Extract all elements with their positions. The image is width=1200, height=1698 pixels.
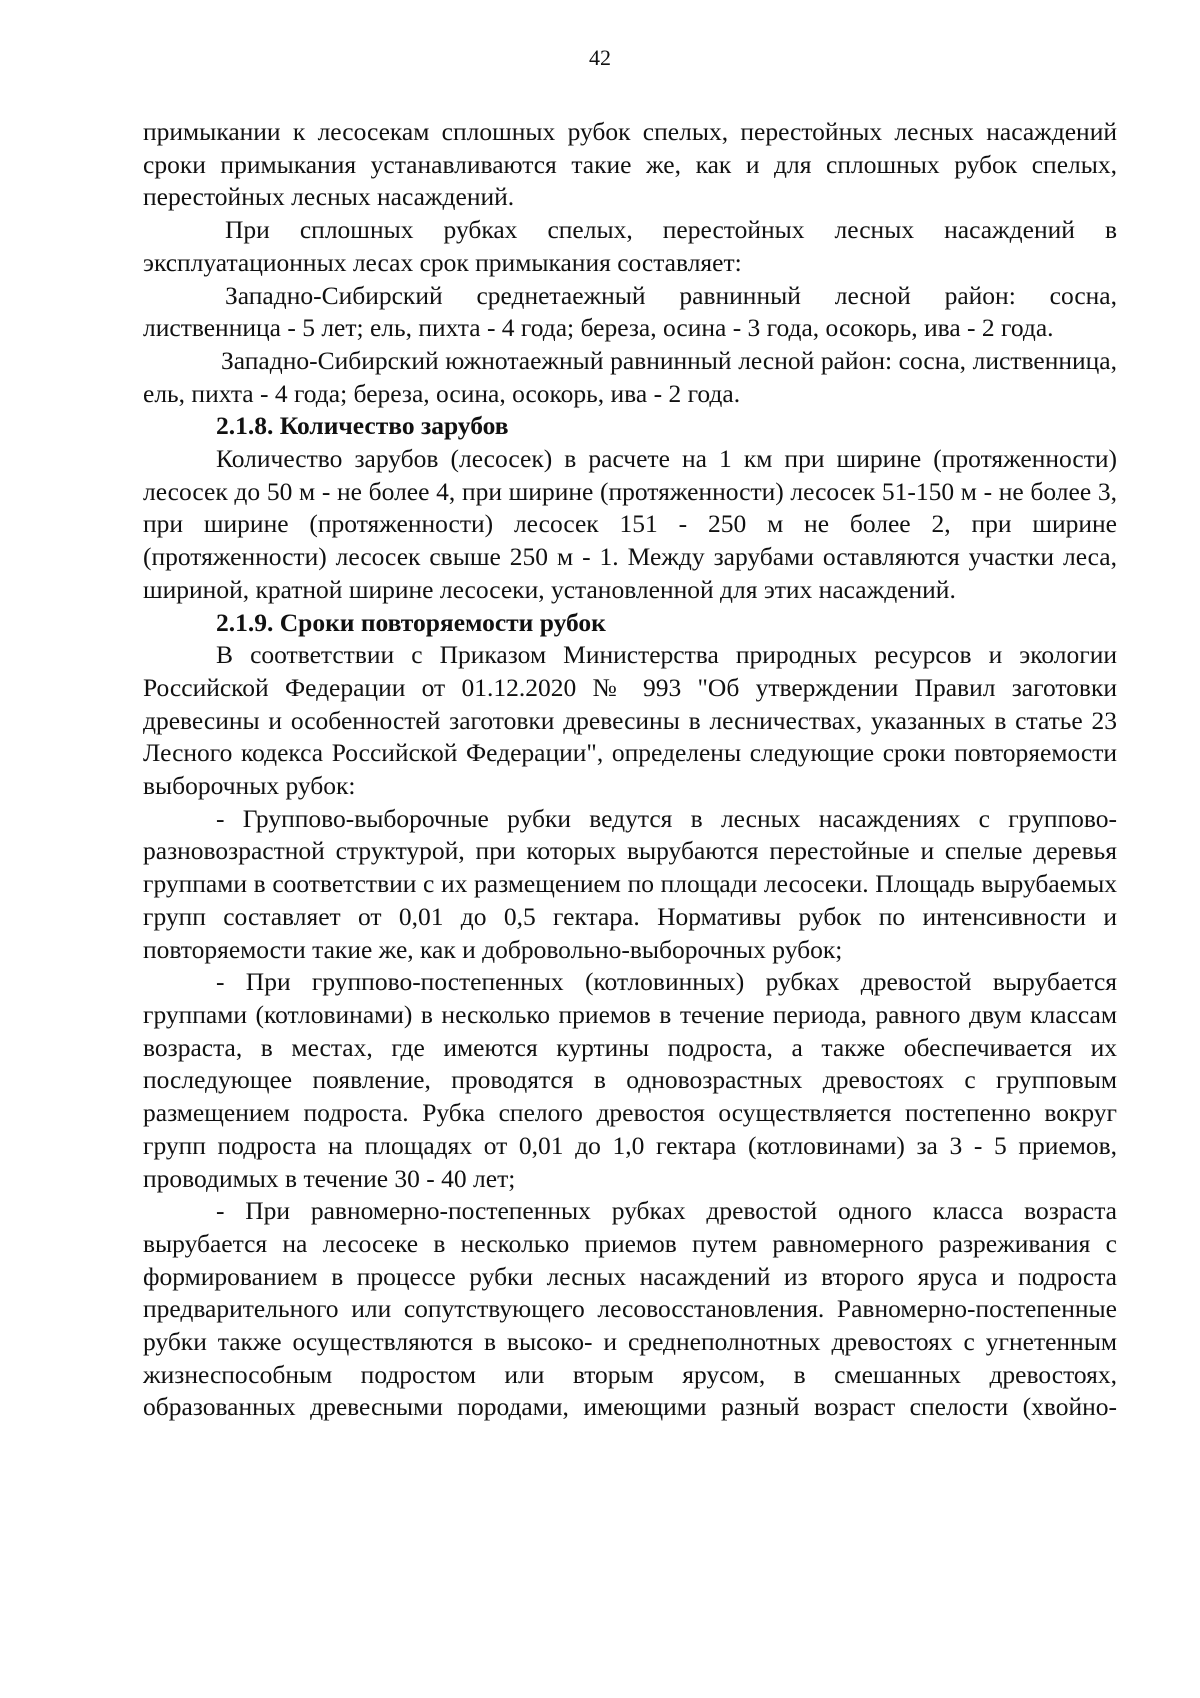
document-body	[143, 116, 1117, 1424]
paragraph-middle-taiga-region: Западно-Сибирский среднетаежный равнинный лесной район: сосна, лиственница - 5 лет; ель, пихта - 4 года; береза, осина - 3 года, осокорь, ива - 2 года.	[143, 280, 1117, 343]
paragraph-ministry-order: В соответствии с Приказом Министерства природных ресурсов и экологии Российской Федерации от 01.12.2020 № 993 "Об утверждении Правил заготовки древесины и особенностей заготовки древесины в лесничествах, указанных в статье 23 Лесного кодекса Российской Федерации", определены следующие сроки повторяемости выборочных рубок:	[143, 640, 1117, 801]
paragraph-southern-taiga-region: Западно-Сибирский южнотаежный равнинный лесной район: сосна, лиственница, ель, пихта - 4 года; береза, осина, осокорь, ива - 2 года.	[143, 345, 1117, 408]
section-heading-number-of-cuts: 2.1.8. Количество зарубов	[216, 411, 509, 441]
paragraph-continuation: примыкании к лесосекам сплошных рубок спелых, перестойных лесных насаждений сроки примыкания устанавливаются такие же, как и для сплошных рубок спелых, перестойных лесных насаждений.	[143, 117, 1117, 212]
paragraph-number-of-cuts: Количество зарубов (лесосек) в расчете на 1 км при ширине (протяженности) лесосек до 50 м - не более 4, при ширине (протяженности) лесосек 51-150 м - не более 3, при ширине (протяженности) лесосек 151 - 250 м не более 2, при ширине (протяженности) лесосек свыше 250 м - 1. Между зарубами оставляются участки леса, шириной, кратной ширине лесосеки, установленной для этих насаждений.	[143, 444, 1117, 604]
page-number: 42	[589, 45, 611, 70]
paragraph-group-selective-cuts: - Группово-выборочные рубки ведутся в лесных насаждениях с группово-разновозрастной структурой, при которых вырубаются перестойные и спелые деревья группами в соответствии с их размещением по площади лесосеки. Площадь вырубаемых групп составляет от 0,01 до 0,5 гектара. Нормативы рубок по интенсивности и повторяемости такие же, как и добровольно-выборочных рубок;	[143, 803, 1117, 964]
paragraph-group-gradual-cuts: - При группово-постепенных (котловинных) рубках древостой вырубается группами (котловинами) в несколько приемов в течение периода, равного двум классам возраста, в местах, где имеются куртины подроста, а также обеспечивается их последующее появление, проводятся в одновозрастных древостоях с групповым размещением подроста. Рубка спелого древостоя осуществляется постепенно вокруг групп подроста на площадях от 0,01 до 1,0 гектара (котловинами) за 3 - 5 приемов, проводимых в течение 30 - 40 лет;	[143, 967, 1117, 1193]
section-heading-cutting-frequency: 2.1.9. Сроки повторяемости рубок	[216, 607, 606, 637]
paragraph-uniform-gradual-cuts: - При равномерно-постепенных рубках древостой одного класса возраста вырубается на лесосеке в несколько приемов путем равномерного разреживания с формированием в процессе рубки лесных насаждений из второго яруса и подроста предварительного или сопутствующего лесовосстановления. Равномерно-постепенные рубки также осуществляются в высоко- и среднеполнотных древостоях с угнетенным жизнеспособным подростом или вторым ярусом, в смешанных древостоях, образованных древесными породами, имеющими разный возраст спелости (хвойно-	[143, 1196, 1117, 1422]
paragraph-clearcut-terms: При сплошных рубках спелых, перестойных лесных насаждений в эксплуатационных лесах срок примыкания составляет:	[143, 215, 1117, 277]
